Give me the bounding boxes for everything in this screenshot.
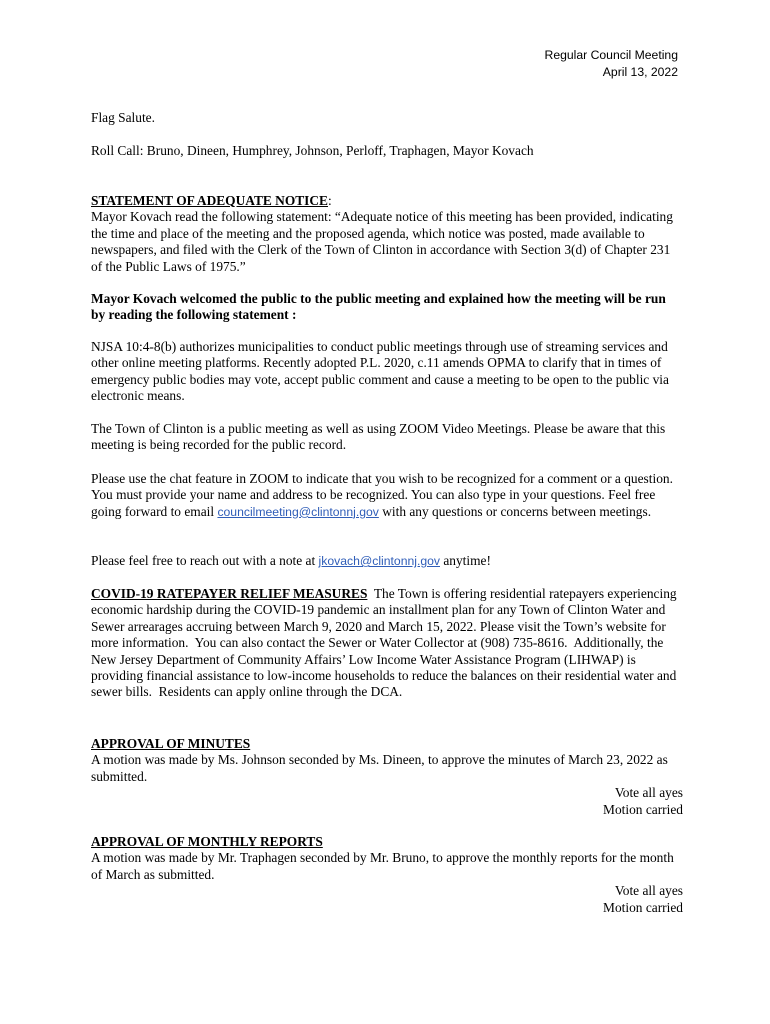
minutes-result: Motion carried [603,801,683,817]
reports-result: Motion carried [603,899,683,915]
reach-text-start: Please feel free to reach out with a note at [91,553,319,568]
page-header [545,47,678,81]
minutes-section [91,736,683,818]
meeting-date: April 13, 2022 [602,65,678,79]
reports-vote: Vote all ayes [614,883,683,899]
adequate-notice-section [91,193,683,275]
roll-call: Roll Call: Bruno, Dineen, Humphrey, Johnson, Perloff, Traphagen, Mayor Kovach [91,143,534,158]
reports-text: A motion was made by Mr. Traphagen seconded by Mr. Bruno, to approve the monthly reports for the month of March as submitted. [91,850,674,882]
covid-heading: COVID-19 RATEPAYER RELIEF MEASURES [91,586,368,601]
chat-text-start: Please use the chat feature in ZOOM to indicate that you wish to be recognized for a comment or a question. You must provide your name and address to be recognized. You can also type in your questions. Feel free going forward to email [91,471,673,519]
reports-section [91,834,683,916]
meeting-title: Regular Council Meeting [544,48,678,62]
minutes-text: A motion was made by Ms. Johnson seconded by Ms. Dineen, to approve the minutes of March 23, 2022 as submitted. [91,752,668,784]
chat-text-end: with any questions or concerns between meetings. [378,503,652,519]
minutes-vote: Vote all ayes [614,785,683,801]
reports-heading: APPROVAL OF MONTHLY REPORTS [91,834,323,849]
covid-section [91,586,683,701]
njsa-paragraph: NJSA 10:4-8(b) authorizes municipalities to conduct public meetings through use of streaming services and other online meeting platforms. Recently adopted P.L. 2020, c.11 amends OPMA to clarify that in times of emergency public bodies may vote, accept public comment and cause a meeting to be open to the public via electronic means. [91,339,669,404]
zoom-paragraph: The Town of Clinton is a public meeting as well as using ZOOM Video Meetings. Please be aware that this meeting is being recorded for the public record. [91,421,666,453]
minutes-heading: APPROVAL OF MINUTES [91,736,251,751]
council-email-link[interactable]: councilmeeting@clintonnj.gov [217,504,379,519]
adequate-notice-text: Mayor Kovach read the following statement: “Adequate notice of this meeting has been provided, indicating the time and place of the meeting and the proposed agenda, which notice was posted, made available to newspapers, and filed with the Clerk of the Town of Clinton in accordance with Section 3(d) of Chapter 231 of the Public Laws of 1975.” [91,209,673,274]
flag-salute: Flag Salute. [91,110,155,125]
adequate-notice-colon: : [327,193,332,208]
chat-paragraph [91,471,683,520]
reach-text-end: anytime! [440,553,491,568]
mayor-email-link[interactable]: jkovach@clintonnj.gov [318,554,440,568]
welcome-statement: Mayor Kovach welcomed the public to the public meeting and explained how the meeting will be run by reading the following statement : [91,291,666,323]
covid-text: The Town is offering residential ratepayers experiencing economic hardship during the COVID-19 pandemic an installment plan for any Town of Clinton Water and Sewer arrearages accruing between March 9, 2020 and March 15, 2022. Please visit the Town’s website for more information. You can also contact the Sewer or Water Collector at (908) 735-8616. Additionally, the New Jersey Department of Community Affairs’ Low Income Water Assistance Program (LIHWAP) is providing financial assistance to low-income households to reduce the balances on their residential water and sewer bills. Residents can apply online through the DCA. [91,586,680,700]
reach-paragraph [91,553,683,569]
adequate-notice-heading: STATEMENT OF ADEQUATE NOTICE [91,193,328,208]
